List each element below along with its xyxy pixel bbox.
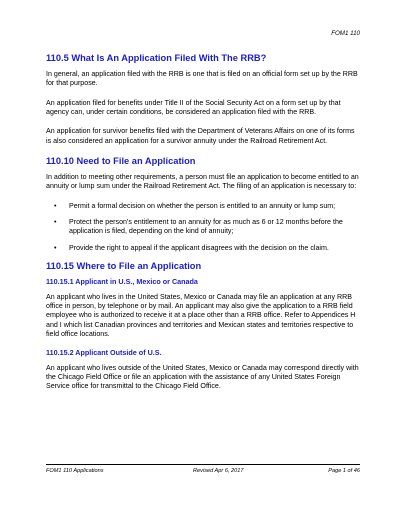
bullet-icon: • (54, 201, 57, 210)
section-heading-110-10: 110.10 Need to File an Application (46, 155, 196, 166)
footer-revision-date: Revised Apr 6, 2017 (193, 468, 244, 474)
paragraph: An applicant who lives in the United States, Mexico or Canada may file an application at any RRB office in person, by telephone or by mail. An applicant may also give the application to a RRB field employee who is authorized to receive it at a place other than a RRB office. Refer to Appendices H and I which list Canadian provinces and territories and Mexican states and territories respective to field office locations. (46, 292, 356, 338)
list-item-text: Permit a formal decision on whether the person is entitled to an annuity or lump sum; (69, 201, 336, 210)
header-manual-id: FOM1 110 (331, 30, 360, 37)
subsection-heading-110-15-2: 110.15.2 Applicant Outside of U.S. (46, 348, 162, 358)
bullet-icon: • (54, 243, 57, 252)
list-item (46, 244, 359, 253)
footer-page-number: Page 1 of 46 (328, 468, 360, 474)
paragraph: An application for survivor benefits filed with the Department of Veterans Affairs on one of its forms is also considered an application for a survivor annuity under the Railroad Retirement Act. (46, 127, 355, 145)
document-body (46, 53, 359, 402)
paragraph: An applicant who lives outside of the United States, Mexico or Canada may correspond directly with the Chicago Field Office or file an application with the assistance of any United States Foreign Service office for transmittal to the Chicago Field Office. (46, 363, 359, 391)
paragraph: In addition to meeting other requirements, a person must file an application to become entitled to an annuity or lump sum under the Railroad Retirement Act. The filing of an application is necessary to: (46, 173, 359, 191)
subsection-heading-110-15-1: 110.15.1 Applicant in U.S., Mexico or Canada (46, 277, 198, 287)
list-item-text: Protect the person's entitlement to an annuity for as much as 6 or 12 months before the application is filed, depending on the kind of annuity; (69, 217, 343, 236)
paragraph: In general, an application filed with the RRB is one that is filed on an official form set up by the RRB for that purpose. (46, 70, 358, 88)
paragraph: An application filed for benefits under Title II of the Social Security Act on a form set up by that agency can, under certain conditions, be considered an application filed with the RRB. (46, 98, 341, 117)
list-item-text: Provide the right to appeal if the applicant disagrees with the decision on the claim. (69, 243, 329, 252)
list-item (46, 218, 359, 237)
bullet-icon: • (54, 217, 57, 226)
section-heading-110-15: 110.15 Where to File an Application (46, 260, 202, 271)
footer-document-title: FOM1 110 Applications (46, 468, 104, 474)
footer-divider (46, 464, 360, 465)
bullet-list (46, 202, 359, 253)
list-item (46, 202, 359, 211)
section-heading-110-5: 110.5 What Is An Application Filed With The RRB? (46, 53, 267, 63)
